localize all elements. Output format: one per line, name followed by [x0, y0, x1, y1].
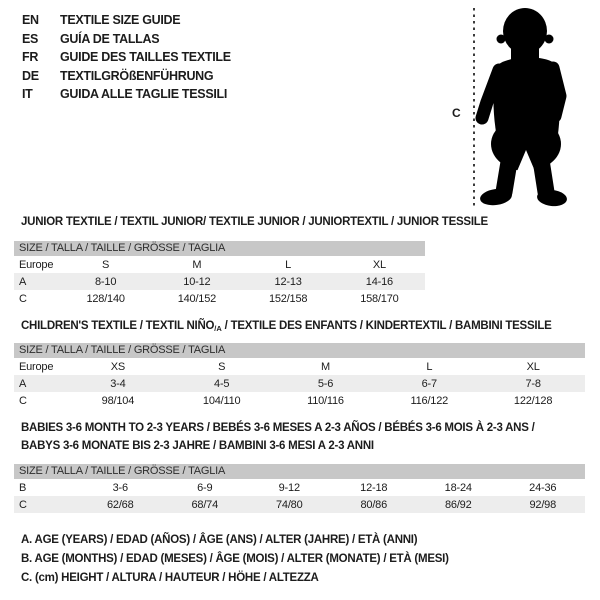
cell: 4-5 — [214, 377, 230, 390]
cell: 12-18 — [360, 481, 388, 494]
babies-size-grid — [14, 479, 585, 513]
cell: 14-16 — [365, 275, 393, 288]
cell: 80/86 — [360, 498, 388, 511]
babies-table — [14, 464, 585, 513]
cell: 128/140 — [86, 292, 125, 305]
language-label: TEXTILE SIZE GUIDE — [60, 13, 181, 28]
title-text: JUNIOR TEXTILE / TEXTIL JUNIOR/ TEXTILE JUNIOR / JUNIORTEXTIL / JUNIOR TESSILE — [21, 216, 488, 228]
children-size-grid — [14, 358, 585, 409]
language-row-it — [22, 85, 231, 104]
language-code: IT — [22, 87, 33, 102]
baby-silhouette-icon — [463, 4, 595, 210]
language-row-en — [22, 11, 231, 30]
cell: M — [192, 258, 202, 271]
language-label: GUÍA DE TALLAS — [60, 31, 160, 46]
size-header-text: SIZE / TALLA / TAILLE / GRÖSSE / TAGLIA — [19, 465, 226, 477]
language-row-de — [22, 67, 231, 86]
cell: 10-12 — [183, 275, 211, 288]
size-header-bar — [14, 241, 425, 256]
row-label: Europe — [19, 258, 54, 271]
junior-size-grid — [14, 256, 425, 307]
row-label: C — [19, 292, 27, 305]
language-list — [22, 11, 231, 104]
cell: 7-8 — [525, 377, 541, 390]
height-label-c: C — [452, 106, 461, 120]
cell: 3-4 — [110, 377, 126, 390]
title-text: / TEXTILE DES ENFANTS / KINDERTEXTIL / BAMBINI TESSILE — [221, 320, 552, 332]
cell: 12-13 — [274, 275, 302, 288]
cell: S — [218, 360, 226, 373]
cell: S — [102, 258, 110, 271]
cell: 116/122 — [410, 394, 449, 407]
language-label: GUIDA ALLE TAGLIE TESSILI — [60, 87, 228, 102]
language-label: GUIDE DES TAILLES TEXTILE — [60, 50, 231, 65]
children-table — [14, 343, 585, 409]
table-row-height — [14, 392, 585, 409]
row-label: C — [19, 394, 27, 407]
language-row-fr — [22, 48, 231, 67]
cell: 18-24 — [444, 481, 472, 494]
cell: XL — [526, 360, 540, 373]
table-row-age — [14, 273, 425, 290]
junior-table-title — [21, 215, 488, 233]
table-row-height — [14, 290, 425, 307]
legend-line-c: C. (cm) HEIGHT / ALTURA / HAUTEUR / HÖHE / ALTEZZA — [21, 572, 319, 584]
cell: 98/104 — [101, 394, 135, 407]
language-code: ES — [22, 31, 39, 46]
cell: 158/170 — [360, 292, 399, 305]
cell: 3-6 — [112, 481, 128, 494]
size-header-text: SIZE / TALLA / TAILLE / GRÖSSE / TAGLIA — [19, 242, 226, 254]
cell: 92/98 — [529, 498, 557, 511]
cell: XS — [110, 360, 126, 373]
legend-line-b: B. AGE (MONTHS) / EDAD (MESES) / ÂGE (MOIS) / ALTER (MONATE) / ETÀ (MESI) — [21, 553, 449, 565]
cell: M — [321, 360, 330, 373]
table-row-europe — [14, 256, 425, 273]
legend — [21, 531, 449, 588]
cell: 110/116 — [307, 394, 344, 407]
cell: 68/74 — [191, 498, 219, 511]
cell: 140/152 — [177, 292, 217, 305]
language-row-es — [22, 30, 231, 49]
cell: 9-12 — [278, 481, 300, 494]
size-header-text: SIZE / TALLA / TAILLE / GRÖSSE / TAGLIA — [19, 344, 226, 356]
table-row-age-months — [14, 479, 585, 496]
cell: 152/158 — [268, 292, 308, 305]
cell: 8-10 — [95, 275, 117, 288]
title-line2: BABYS 3-6 MONATE BIS 2-3 JAHRE / BAMBINI 3-6 MESI A 2-3 ANNI — [21, 439, 374, 452]
size-header-bar — [14, 343, 585, 358]
row-label: A — [19, 377, 27, 390]
row-label: Europe — [19, 360, 54, 373]
cell: 104/110 — [202, 394, 241, 407]
language-code: EN — [22, 13, 39, 28]
cell: 6-7 — [421, 377, 437, 390]
legend-line-a: A. AGE (YEARS) / EDAD (AÑOS) / ÂGE (ANS) / ALTER (JAHRE) / ETÀ (ANNI) — [21, 534, 418, 546]
cell: XL — [372, 258, 386, 271]
title-subscript: /A — [214, 324, 222, 333]
title-text: CHILDREN'S TEXTILE / TEXTIL NIÑO — [21, 320, 215, 332]
language-code: FR — [22, 50, 39, 65]
cell: 6-9 — [197, 481, 213, 494]
cell: 62/68 — [106, 498, 134, 511]
cell: 24-36 — [529, 481, 557, 494]
language-label: TEXTILGRÖßENFÜHRUNG — [60, 68, 214, 83]
row-label: A — [19, 275, 27, 288]
table-row-age — [14, 375, 585, 392]
table-row-height — [14, 496, 585, 513]
cell: 74/80 — [275, 498, 303, 511]
size-header-bar — [14, 464, 585, 479]
row-label: B — [19, 481, 27, 494]
cell: 5-6 — [317, 377, 334, 390]
babies-table-title — [21, 421, 535, 454]
cell: 86/92 — [444, 498, 472, 511]
junior-table — [14, 241, 425, 307]
language-code: DE — [22, 68, 39, 83]
table-row-europe — [14, 358, 585, 375]
title-text: BABIES 3-6 MONTH TO 2-3 YEARS / BEBÉS 3-6 MESES A 2-3 AÑOS / BÉBÉS 3-6 MOIS À 2-3 ANS / — [21, 422, 535, 434]
row-label: C — [19, 498, 27, 511]
cell: L — [285, 258, 292, 271]
children-table-title — [21, 319, 552, 337]
cell: L — [426, 360, 433, 373]
cell: 122/128 — [513, 394, 553, 407]
